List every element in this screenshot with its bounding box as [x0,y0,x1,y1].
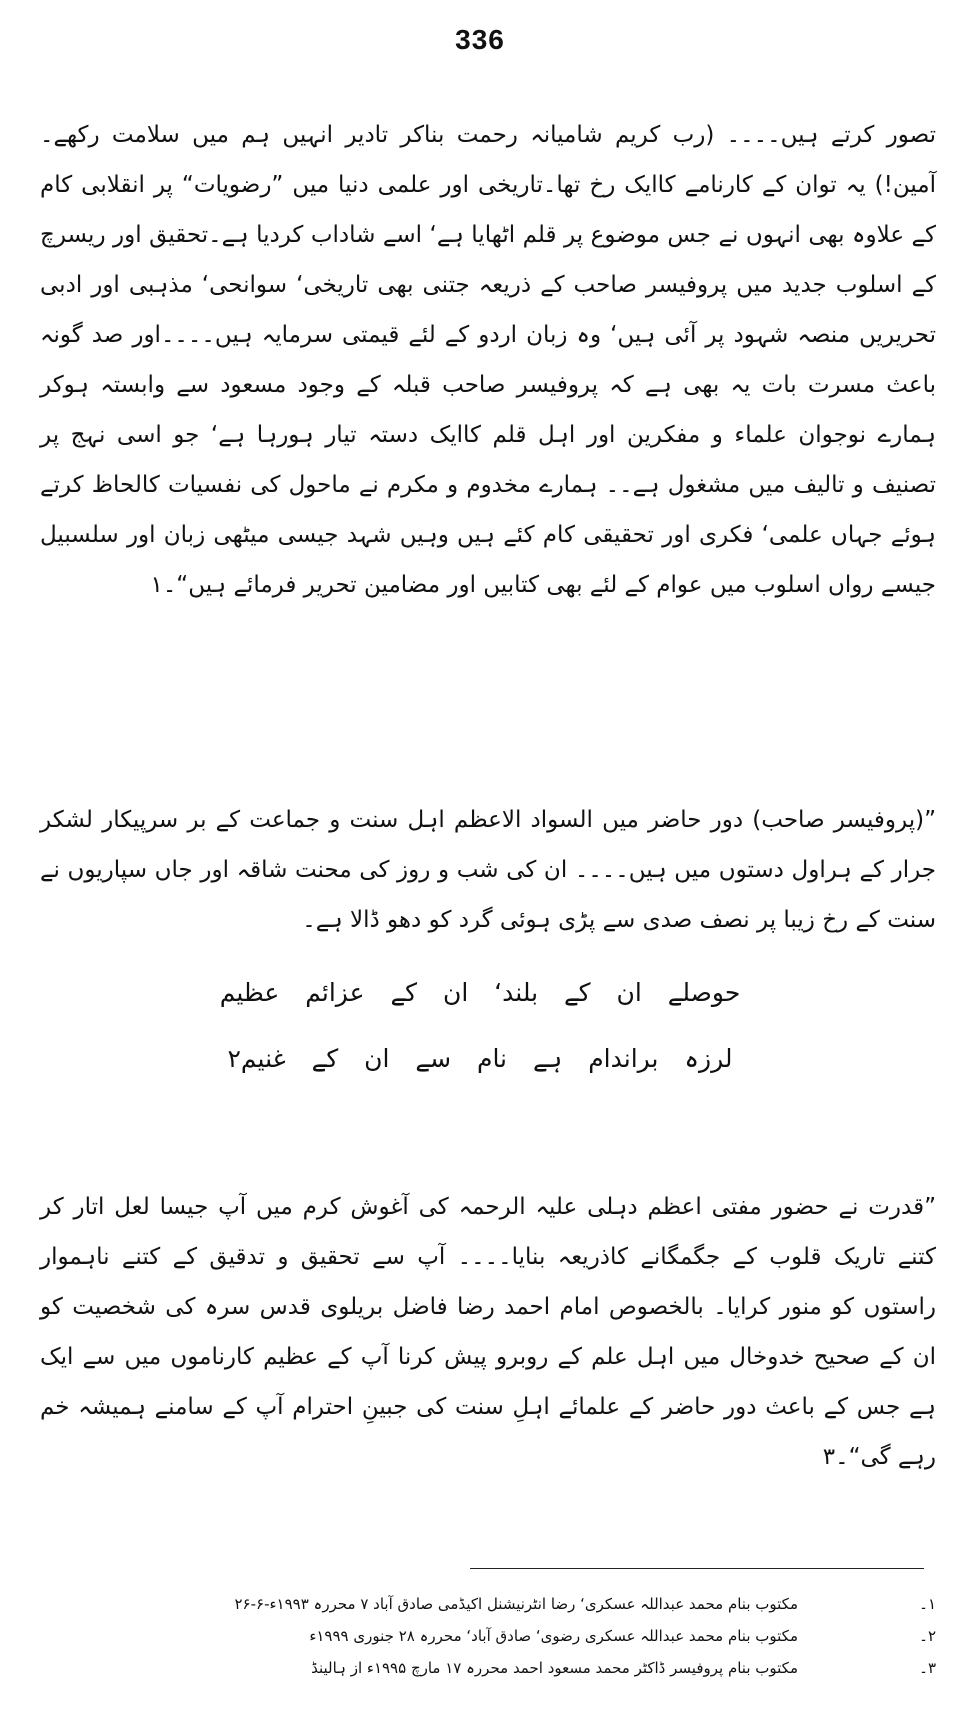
poem-couplet [170,960,790,1092]
footnote-text: مکتوب بنام محمد عبداللہ عسکری رضوی‘ صادق آباد‘ محررہ ۲۸ جنوری ۱۹۹۹ء [309,1627,798,1645]
footnotes [40,1588,936,1684]
footnote-2 [40,1620,936,1652]
poem-line-1: حوصلے ان کے بلند‘ ان کے عزائم عظیم [219,978,741,1007]
footnote-text: مکتوب بنام پروفیسر ڈاکٹر محمد مسعود احمد محررہ ۱۷ مارچ ۱۹۹۵ء از ہالینڈ [311,1659,798,1677]
paragraph-3: ”قدرت نے حضور مفتی اعظم دہلی علیہ الرحمہ کی آغوش کرم میں آپ جیسا لعل اتار کر کتنے تاریک قلوب کے جگمگانے کاذریعہ بنایا۔۔۔۔ آپ سے تحقیق و تدقیق کے کتنے ناہموار راستوں کو منور کرایا۔ بالخصوص امام احمد رضا فاضل بریلوی قدس سرہ کی شخصیت کو ان کے صحیح خدوخال میں اہل علم کے روبرو پیش کرنا آپ کے عظیم کارناموں میں سے ایک ہے جس کے باعث دور حاضر کے علمائے اہلِ سنت کی جبینِ احترام آپ کے سامنے ہمیشہ خم رہے گی“۔۳ [40,1194,936,1470]
footnote-number: ۱۔ [919,1595,936,1613]
footnote-number: ۳۔ [919,1659,936,1677]
footnote-3 [40,1652,936,1684]
page-number: 336 [455,24,505,55]
footnote-1 [40,1588,936,1620]
poem-line-2: لرزہ براندام ہے نام سے ان کے غنیم۲ [227,1044,733,1073]
footnote-text: مکتوب بنام محمد عبداللہ عسکری‘ رضا انٹرنیشنل اکیڈمی صادق آباد ۷ محررہ ۱۹۹۳ء-۶-۲۶ [234,1595,798,1613]
footnote-divider [470,1568,924,1569]
paragraph-1: تصور کرتے ہیں۔۔۔۔ (رب کریم شامیانہ رحمت بناکر تادیر انہیں ہم میں سلامت رکھے۔ آمین!) یہ توان کے کارنامے کاایک رخ تھا۔تاریخی اور علمی دنیا میں ”رضویات“ پر انقلابی کام کے علاوہ بھی انہوں نے جس موضوع پر قلم اٹھایا ہے‘ اسے شاداب کردیا ہے۔تحقیق اور ریسرچ کے اسلوب جدید میں پروفیسر صاحب کے ذریعہ جتنی بھی تاریخی‘ سوانحی‘ مذہبی اور ادبی تحریریں منصہ شہود پر آئی ہیں‘ وہ زبان اردو کے لئے قیمتی سرمایہ ہیں۔۔۔۔اور صد گونہ باعث مسرت بات یہ بھی ہے کہ پروفیسر صاحب قبلہ کے وجود مسعود سے وابستہ ہوکر ہمارے نوجوان علماء و مفکرین اور اہل قلم کاایک دستہ تیار ہورہا ہے‘ جو اسی نہج پر تصنیف و تالیف میں مشغول ہے۔۔ ہمارے مخدوم و مکرم نے ماحول کی نفسیات کالحاظ کرتے ہوئے جہاں علمی‘ فکری اور تحقیقی کام کئے ہیں وہیں شہد جیسی میٹھی زبان اور سلسبیل جیسے رواں اسلوب میں عوام کے لئے بھی کتابیں اور مضامین تحریر فرمائے ہیں“۔۱ [40,122,936,598]
paragraph-2: ”(پروفیسر صاحب) دور حاضر میں السواد الاعظم اہل سنت و جماعت کے بر سرپیکار لشکر جرار کے ہراول دستوں میں ہیں۔۔۔۔ ان کی شب و روز کی محنت شاقہ اور جاں سپاریوں نے سنت کے رخ زیبا پر نصف صدی سے پڑی ہوئی گرد کو دھو ڈالا ہے۔ [40,807,936,933]
footnote-number: ۲۔ [919,1627,936,1645]
